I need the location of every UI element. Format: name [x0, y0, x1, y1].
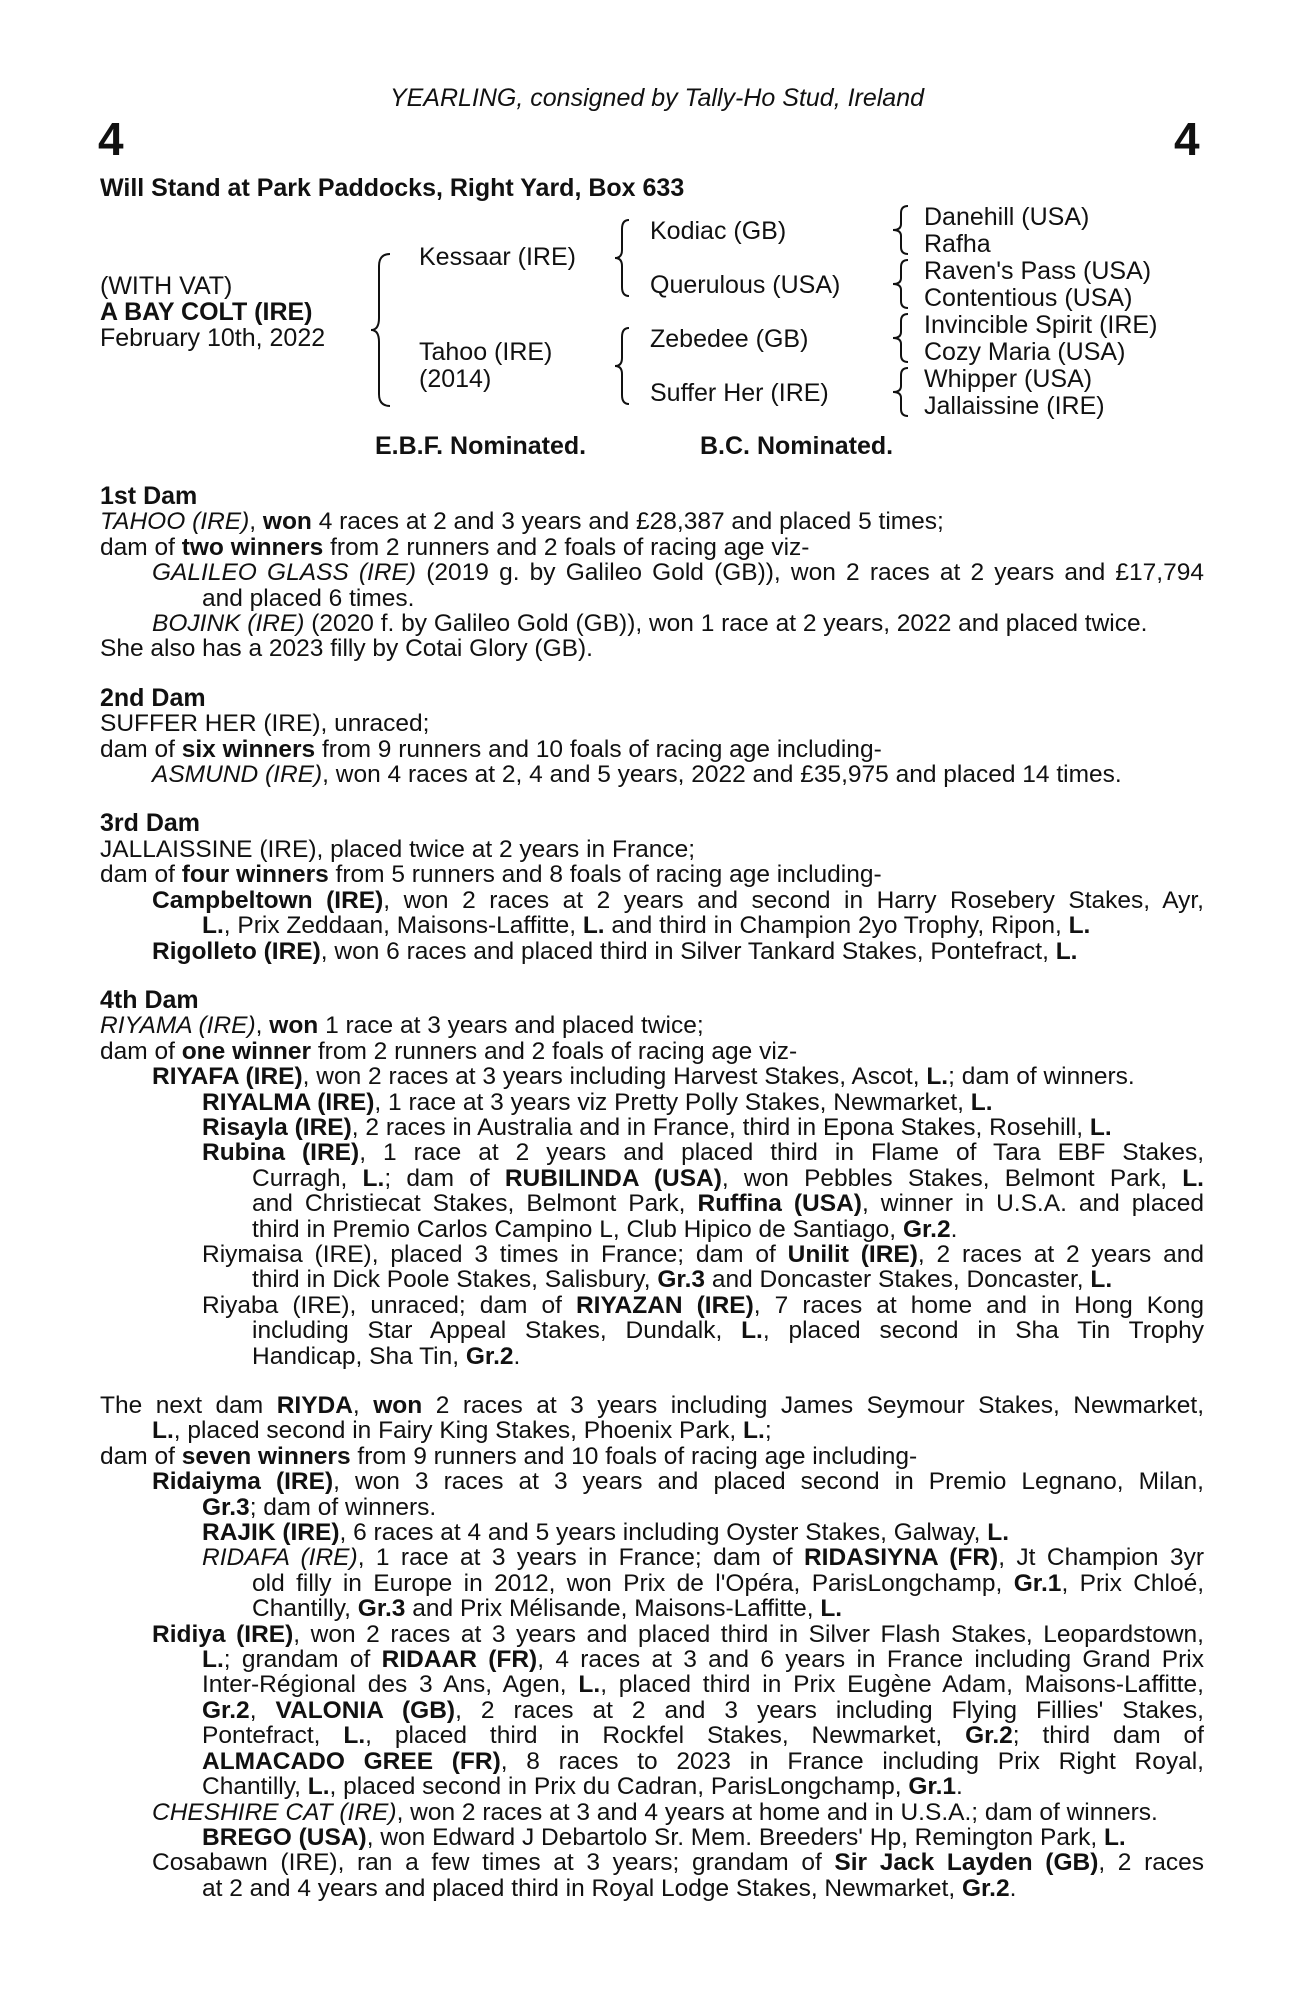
text-line	[100, 862, 1204, 887]
text-line	[100, 1774, 1204, 1799]
text-line	[100, 939, 1204, 964]
text-run: , 1 race at 2 years and placed third in Flame of Tara EBF Stakes,	[359, 1139, 1205, 1167]
family-details	[100, 484, 1204, 1901]
text-run: dam of	[100, 861, 182, 889]
text-run: third in Dick Poole Stakes, Salisbury,	[252, 1266, 658, 1294]
bold-run: Ridaiyma (IRE)	[152, 1468, 334, 1496]
bold-run: Rubina (IRE)	[202, 1139, 360, 1167]
brace-dam-line	[612, 325, 632, 407]
brace-g3	[890, 311, 912, 365]
lot-number-right: 4	[1174, 113, 1200, 165]
bold-run: L.	[1103, 1823, 1126, 1851]
text-run: , won 2 races at 3 years including Harvest Stakes, Ascot,	[302, 1063, 927, 1091]
bold-run: L.	[1055, 937, 1078, 965]
text-run: , won 3 races at 3 years and placed second in Premio Legnano, Milan,	[333, 1468, 1204, 1496]
text-run: dam of	[100, 1442, 182, 1470]
text-run: ,	[249, 1696, 276, 1724]
text-run: , 2 races at 2 years and	[917, 1240, 1204, 1268]
dam-sire: Zebedee (GB)	[650, 325, 809, 353]
text-line	[100, 1469, 1204, 1494]
text-line	[100, 611, 1204, 636]
text-line	[100, 1749, 1204, 1774]
bold-run: Gr.3	[202, 1493, 250, 1521]
vat-label: (WITH VAT)	[100, 272, 233, 300]
text-run: 2 races at 3 years including James Seymour Stakes, Newmarket,	[422, 1392, 1204, 1419]
brace-g1	[890, 203, 912, 257]
bold-run: RUBILINDA (USA)	[504, 1164, 722, 1192]
text-run: , won 4 races at 2, 4 and 5 years, 2022 and £35,975 and placed 14 times.	[322, 761, 1122, 789]
text-line	[100, 1495, 1204, 1520]
bc-nomination: B.C. Nominated.	[700, 432, 894, 460]
text-run: old filly in Europe in 2012, won Prix de l'Opéra, ParisLongchamp,	[252, 1569, 1014, 1597]
text-run: 4th Dam	[100, 985, 199, 1014]
bold-run: L.	[1090, 1266, 1113, 1294]
text-run: Riymaisa (IRE), placed 3 times in France; dam of	[202, 1240, 788, 1268]
bold-run: L.	[741, 1317, 763, 1345]
dam-dam: Suffer Her (IRE)	[650, 379, 829, 407]
bold-run: six winners	[181, 735, 316, 763]
text-run: third in Premio Carlos Campino L, Club Hipico de Santiago,	[252, 1215, 903, 1243]
sire-dam-dam: Contentious (USA)	[924, 284, 1133, 312]
text-run: from 9 runners and 10 foals of racing age including-	[350, 1442, 918, 1470]
text-line	[100, 1647, 1204, 1672]
bold-run: VALONIA (GB)	[275, 1696, 456, 1724]
bold-run: L.	[362, 1164, 385, 1192]
text-line	[100, 1825, 1204, 1850]
catalogue-header: YEARLING, consigned by Tally-Ho Stud, Ireland	[389, 84, 925, 112]
text-run: 3rd Dam	[100, 809, 201, 838]
bold-run: L.	[578, 1671, 601, 1699]
text-line	[100, 737, 1204, 762]
bold-run: L.	[202, 912, 224, 940]
ebf-nomination: E.B.F. Nominated.	[375, 432, 587, 460]
bold-run: Gr.2	[965, 1722, 1013, 1750]
bold-run: L.	[343, 1722, 366, 1750]
text-run: ; dam of winners.	[948, 1063, 1135, 1091]
text-line	[100, 888, 1204, 913]
section-heading	[100, 985, 1204, 1014]
text-run: 2nd Dam	[100, 683, 206, 712]
bold-run: L.	[987, 1519, 1010, 1547]
text-line	[100, 711, 1204, 736]
text-run: and Doncaster Stakes, Doncaster,	[705, 1266, 1091, 1294]
bold-run: Risayla (IRE)	[202, 1113, 352, 1141]
sire-sire: Kodiac (GB)	[650, 217, 787, 245]
text-run: , 2 races in Australia and in France, third in Epona Stakes, Rosehill,	[351, 1113, 1090, 1141]
text-run: .	[950, 1215, 958, 1243]
bold-run: Gr.2	[465, 1342, 514, 1370]
text-run: The next dam	[100, 1392, 277, 1419]
text-run: Pontefract,	[202, 1722, 344, 1750]
text-run: , 8 races to 2023 in France including Prix Right Royal,	[500, 1747, 1204, 1775]
text-line	[100, 1115, 1204, 1140]
text-line	[100, 1242, 1204, 1267]
text-run: , 6 races at 4 and 5 years including Oyster Stakes, Galway,	[339, 1519, 988, 1547]
text-run: , 2 races	[1098, 1849, 1204, 1877]
text-run: , placed second in Prix du Cadran, ParisLongchamp,	[329, 1773, 909, 1801]
bold-run: Sir Jack Layden (GB)	[834, 1849, 1099, 1877]
text-run: Cosabawn (IRE), ran a few times at 3 years; grandam of	[152, 1849, 835, 1877]
text-line	[100, 1672, 1204, 1697]
text-run: at 2 and 4 years and placed third in Royal Lodge Stakes, Newmarket,	[202, 1874, 962, 1902]
section-spacer	[100, 1369, 1204, 1393]
bold-run: L.	[307, 1773, 330, 1801]
bold-run: L.	[582, 912, 605, 940]
text-line	[100, 1444, 1204, 1469]
text-run: Chantilly,	[202, 1773, 308, 1801]
text-run: , 4 races at 3 and 6 years in France including Grand Prix	[537, 1646, 1205, 1674]
bold-run: L.	[970, 1088, 993, 1116]
text-line	[100, 560, 1204, 585]
brace-g4	[890, 365, 912, 419]
bold-run: Gr.2	[202, 1696, 250, 1724]
bold-run: won	[373, 1392, 423, 1419]
text-line	[100, 1191, 1204, 1216]
text-run: ; dam of winners.	[249, 1493, 437, 1521]
text-line	[100, 636, 1204, 661]
text-line	[100, 1039, 1204, 1064]
dam-sire-dam: Cozy Maria (USA)	[924, 338, 1126, 366]
text-line	[100, 1090, 1204, 1115]
text-run: ,	[352, 1392, 374, 1419]
italic-run: CHESHIRE CAT (IRE)	[152, 1798, 397, 1826]
text-run: , 7 races at home and in Hong Kong	[753, 1291, 1205, 1319]
text-line	[100, 1571, 1204, 1596]
text-run: dam of	[100, 533, 182, 561]
text-run: from 2 runners and 2 foals of racing age viz-	[311, 1037, 798, 1065]
text-run: , Prix Zeddaan, Maisons-Laffitte,	[223, 912, 583, 940]
section-spacer	[100, 964, 1204, 988]
horse-name: A BAY COLT (IRE)	[100, 298, 313, 326]
bold-run: Gr.3	[657, 1266, 706, 1294]
text-run: , won 6 races and placed third in Silver Tankard Stakes, Pontefract,	[320, 937, 1056, 965]
section-spacer	[100, 662, 1204, 686]
text-line	[100, 1064, 1204, 1089]
section-heading	[100, 811, 1204, 836]
bold-run: Ridiya (IRE)	[152, 1620, 294, 1648]
bold-run: L.	[152, 1417, 174, 1445]
text-line	[100, 1293, 1204, 1318]
bold-run: L.	[1089, 1113, 1112, 1141]
text-line	[100, 1344, 1204, 1369]
text-run: including Star Appeal Stakes, Dundalk,	[252, 1317, 742, 1345]
text-run: from 2 runners and 2 foals of racing age viz-	[323, 533, 810, 561]
stand-location: Will Stand at Park Paddocks, Right Yard, Box 633	[100, 174, 685, 202]
text-run: , won 2 races at 3 years and placed third in Silver Flash Stakes, Leopardstown,	[293, 1620, 1204, 1648]
dam-dam-sire: Whipper (USA)	[924, 365, 1093, 393]
text-run: from 5 runners and 8 foals of racing age including-	[328, 861, 882, 889]
text-line	[100, 1520, 1204, 1545]
bold-run: Gr.1	[1013, 1569, 1062, 1597]
text-run: and placed 6 times.	[202, 584, 415, 612]
text-run: (2020 f. by Galileo Gold (GB)), won 1 race at 2 years, 2022 and placed twice.	[304, 610, 1148, 638]
bold-run: one winner	[181, 1037, 312, 1065]
section-spacer	[100, 787, 1204, 811]
bold-run: RIDAAR (FR)	[381, 1646, 538, 1674]
bold-run: Gr.3	[357, 1595, 406, 1623]
text-run: 4 races at 2 and 3 years and £28,387 and placed 5 times;	[311, 508, 944, 536]
bold-run: L.	[1068, 912, 1091, 940]
dam-name: Tahoo (IRE)	[419, 338, 553, 366]
text-line	[100, 1545, 1204, 1570]
text-run: .	[1009, 1874, 1017, 1902]
bold-run: seven winners	[181, 1442, 351, 1470]
text-run: , winner in U.S.A. and placed	[861, 1190, 1204, 1218]
dam-dam-dam: Jallaissine (IRE)	[924, 392, 1105, 420]
text-line	[100, 1267, 1204, 1292]
text-line	[100, 1013, 1204, 1038]
italic-run: RIDAFA (IRE)	[202, 1544, 358, 1572]
text-run: She also has a 2023 filly by Cotai Glory (GB).	[100, 635, 593, 663]
bold-run: RIYAFA (IRE)	[152, 1063, 303, 1091]
text-run: and Prix Mélisande, Maisons-Laffitte,	[405, 1595, 821, 1623]
text-line	[100, 1723, 1204, 1748]
text-line	[100, 1596, 1204, 1621]
text-line	[100, 1876, 1204, 1901]
text-run: ; third dam of	[1012, 1722, 1204, 1750]
brace-sire-dam	[368, 250, 394, 410]
italic-run: GALILEO GLASS (IRE)	[152, 559, 417, 587]
italic-run: BOJINK (IRE)	[152, 610, 305, 638]
dam-year: (2014)	[419, 365, 492, 393]
text-run: JALLAISSINE (IRE), placed twice at 2 years in France;	[100, 835, 696, 863]
text-run: SUFFER HER (IRE), unraced;	[100, 710, 430, 738]
brace-g2	[890, 257, 912, 311]
text-run: ,	[249, 508, 263, 536]
bold-run: RIYALMA (IRE)	[202, 1088, 375, 1116]
text-run: and third in Champion 2yo Trophy, Ripon,	[604, 912, 1069, 940]
text-run: Inter-Régional des 3 Ans, Agen,	[202, 1671, 579, 1699]
text-run: 1 race at 3 years and placed twice;	[318, 1012, 704, 1040]
bold-run: RAJIK (IRE)	[202, 1519, 340, 1547]
text-run: dam of	[100, 735, 182, 763]
text-run: ; grandam of	[223, 1646, 382, 1674]
text-run: from 9 runners and 10 foals of racing age including-	[315, 735, 882, 763]
bold-run: L.	[1182, 1164, 1204, 1192]
bold-run: won	[269, 1012, 319, 1040]
text-run: Curragh,	[252, 1164, 363, 1192]
bold-run: RIDASIYNA (FR)	[803, 1544, 999, 1572]
dam-sire-sire: Invincible Spirit (IRE)	[924, 311, 1158, 339]
bold-run: L.	[820, 1595, 843, 1623]
text-line	[100, 1800, 1204, 1825]
text-line	[100, 837, 1204, 862]
text-run: .	[956, 1773, 963, 1801]
text-line	[100, 1393, 1204, 1418]
text-run: , Jt Champion 3yr	[998, 1544, 1204, 1572]
bold-run: RIYDA	[276, 1392, 353, 1419]
text-run: Riyaba (IRE), unraced; dam of	[202, 1291, 576, 1319]
text-line	[100, 1166, 1204, 1191]
sire-name: Kessaar (IRE)	[419, 243, 576, 271]
brace-sire-line	[612, 217, 632, 299]
text-line	[100, 1318, 1204, 1343]
foaling-date: February 10th, 2022	[100, 324, 326, 352]
bold-run: L.	[202, 1646, 224, 1674]
text-run: ;	[764, 1417, 772, 1445]
bold-run: L.	[926, 1063, 949, 1091]
text-line	[100, 509, 1204, 534]
text-run: dam of	[100, 1037, 182, 1065]
text-run: , won 2 races at 2 years and second in Harry Rosebery Stakes, Ayr,	[383, 886, 1204, 914]
text-run: , placed third in Prix Eugène Adam, Maisons-Laffitte,	[600, 1671, 1204, 1699]
text-line	[100, 535, 1204, 560]
text-run: , 2 races at 2 and 3 years including Flying Fillies' Stakes,	[455, 1696, 1204, 1724]
text-run: ; dam of	[384, 1164, 505, 1192]
bold-run: Gr.2	[961, 1874, 1010, 1902]
text-run: 1st Dam	[100, 482, 198, 510]
text-line	[100, 586, 1204, 611]
bold-run: Ruffina (USA)	[697, 1190, 862, 1218]
bold-run: Gr.2	[902, 1215, 951, 1243]
bold-run: Rigolleto (IRE)	[152, 937, 321, 965]
text-run: Handicap, Sha Tin,	[252, 1342, 466, 1370]
bold-run: RIYAZAN (IRE)	[575, 1291, 754, 1319]
text-run: , won 2 races at 3 and 4 years at home and in U.S.A.; dam of winners.	[396, 1798, 1158, 1826]
italic-run: RIYAMA (IRE)	[100, 1012, 256, 1040]
text-run: and Christiecat Stakes, Belmont Park,	[252, 1190, 698, 1218]
italic-run: ASMUND (IRE)	[152, 761, 323, 789]
text-line	[100, 1418, 1204, 1443]
bold-run: Campbeltown (IRE)	[152, 886, 384, 914]
text-run: , 1 race at 3 years in France; dam of	[357, 1544, 804, 1572]
bold-run: L.	[743, 1417, 765, 1445]
text-run: , 1 race at 3 years viz Pretty Polly Stakes, Newmarket,	[374, 1088, 971, 1116]
text-run: , Prix Chloé,	[1061, 1569, 1205, 1597]
sire-dam-sire: Raven's Pass (USA)	[924, 257, 1152, 285]
text-run: , won Pebbles Stakes, Belmont Park,	[721, 1164, 1183, 1192]
sire-dam: Querulous (USA)	[650, 271, 841, 299]
text-line	[100, 1217, 1204, 1242]
sire-sire-dam: Rafha	[924, 230, 991, 258]
text-line	[100, 762, 1204, 787]
text-run: .	[513, 1342, 521, 1370]
text-run: , placed third in Rockfel Stakes, Newmarket,	[365, 1722, 966, 1750]
text-run: Chantilly,	[252, 1595, 358, 1623]
text-run: , won Edward J Debartolo Sr. Mem. Breeders' Hp, Remington Park,	[366, 1823, 1104, 1851]
bold-run: Gr.1	[908, 1773, 957, 1801]
section-heading	[100, 484, 1204, 509]
text-run: , placed second in Sha Tin Trophy	[762, 1317, 1205, 1345]
bold-run: won	[262, 508, 312, 536]
bold-run: Unilit (IRE)	[787, 1240, 918, 1268]
text-line	[100, 1140, 1204, 1165]
italic-run: TAHOO (IRE)	[100, 508, 250, 536]
text-line	[100, 1698, 1204, 1723]
bold-run: two winners	[181, 533, 324, 561]
sire-sire-sire: Danehill (USA)	[924, 203, 1090, 231]
bold-run: BREGO (USA)	[202, 1823, 367, 1851]
text-run: (2019 g. by Galileo Gold (GB)), won 2 races at 2 years and £17,794	[416, 559, 1204, 587]
bold-run: ALMACADO GREE (FR)	[202, 1747, 501, 1775]
text-line	[100, 1850, 1204, 1875]
text-run: ,	[255, 1012, 270, 1040]
text-line	[100, 913, 1204, 938]
text-run: , placed second in Fairy King Stakes, Phoenix Park,	[173, 1417, 744, 1445]
section-heading	[100, 683, 1204, 712]
bold-run: four winners	[181, 861, 329, 889]
text-line	[100, 1622, 1204, 1647]
lot-number-left: 4	[98, 113, 124, 165]
